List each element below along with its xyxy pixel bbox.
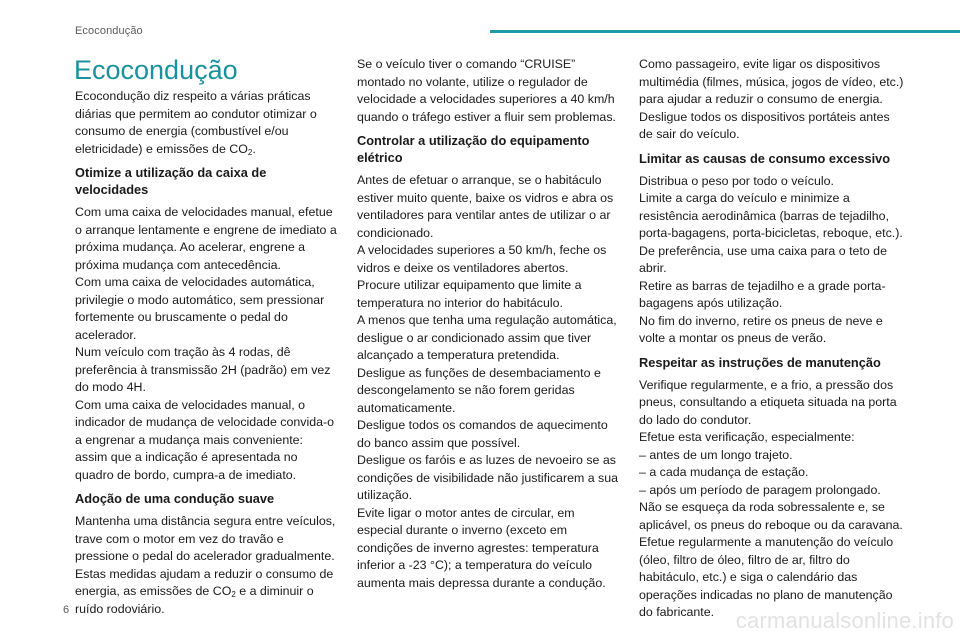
electric-para-3: Procure utilizar equipamento que limite a temperatura no interior do habitáculo.	[357, 278, 582, 310]
electric-para-1: Antes de efetuar o arranque, se o habitáculo estiver muito quente, baixe os vidros e abra os ventiladores para ventilar antes de utilizar o ar condicionado.	[357, 173, 614, 240]
electric-para-7: Desligue os faróis e as luzes de nevoeiro se as condições de visibilidade não justificarem a sua utilização.	[357, 453, 619, 502]
co2-subscript: 2	[247, 147, 253, 157]
gearbox-para-1: Com uma caixa de velocidades manual, efetue o arranque lentamente e engrene de imediato a próxima mudança. Ao acelerar, engrene a próxima mudança com antecedência.	[75, 205, 337, 272]
column-1	[75, 88, 337, 618]
electric-para-6: Desligue todos os comandos de aquecimento do banco assim que possível.	[357, 418, 608, 450]
maint-list-item: – a cada mudança de estação.	[639, 465, 809, 479]
co2-subscript: 2	[231, 590, 236, 599]
header-accent-rule	[490, 30, 960, 33]
gearbox-para-4: Com uma caixa de velocidades manual, o indicador de mudança de velocidade convida-o a engrenar a mudança mais conveniente: assim que a indicação é apresentada no quadro de bordo, cumpra-a de imediato.	[75, 397, 334, 482]
excess-para-3: Retire as barras de tejadilho e a grade porta-bagagens após utilização.	[639, 278, 886, 310]
maint-para-7: Efetue regularmente a manutenção do veículo (óleo, filtro de óleo, filtro de ar, filtro do habitáculo, etc.) e siga o calendário das operações indicadas no plano de manutenção do fabricante.	[639, 535, 894, 619]
maint-para-2: Efetue esta verificação, especialmente:	[639, 430, 855, 444]
intro-text: Ecocondução diz respeito a várias práticas diárias que permitem ao condutor otimizar o consumo de energia (combustível e/ou eletricidade) e emissões de CO	[75, 89, 317, 156]
electric-para-5: Desligue as funções de desembaciamento e descongelamento se não forem geridas automaticamente.	[357, 365, 601, 415]
maint-para-1: Verifique regularmente, e a frio, a pressão dos pneus, consultando a etiqueta situada na porta do lado do condutor.	[639, 377, 897, 427]
excess-para-1: Distribua o peso por todo o veículo.	[639, 173, 834, 188]
running-header-section: Ecocondução	[75, 25, 143, 37]
page-number: 6	[63, 604, 70, 616]
smooth-driving-paragraph	[75, 513, 337, 618]
smooth-end: e a diminuir o ruído rodoviário.	[75, 584, 314, 616]
intro-paragraph	[75, 88, 337, 158]
heading-maintenance: Respeitar as instruções de manutenção	[639, 354, 881, 370]
cruise-paragraph: Se o veículo tiver o comando “CRUISE” montado no volante, utilize o regulador de velocidade a velocidades superiores a 40 km/h quando o tráfego estiver a fluir sem problemas.	[357, 57, 616, 124]
excess-para-2: Limite a carga do veículo e minimize a resistência aerodinâmica (barras de tejadilho, porta-bagagens, porta-bicicletas, reboque, etc.). De preferência, use uma caixa para o teto de abrir.	[639, 191, 903, 275]
watermark: carmanualsonline.info	[735, 608, 954, 633]
excess-para-4: No fim do inverno, retire os pneus de neve e volte a montar os pneus de verão.	[639, 313, 883, 345]
column-3	[639, 56, 904, 622]
electric-para-8: Evite ligar o motor antes de circular, em especial durante o inverno (exceto em condições de inverno agrestes: temperatura inferior a -23 °C); a temperatura do veículo aumenta mais depressa durante a condução.	[357, 505, 606, 590]
electric-para-4: A menos que tenha uma regulação automática, desligue o ar condicionado assim que tiver alcançado a temperatura pretendida.	[357, 313, 617, 362]
passenger-paragraph: Como passageiro, evite ligar os dispositivos multimédia (filmes, música, jogos de vídeo, etc.) para ajudar a reduzir o consumo de energia.	[639, 57, 904, 106]
heading-smooth-driving: Adoção de uma condução suave	[75, 491, 275, 506]
heading-gearbox: Otimize a utilização da caixa de velocidades	[75, 165, 267, 197]
maint-list-item: – após um período de paragem prolongado.	[639, 482, 881, 497]
column-2	[357, 56, 619, 592]
heading-electrical-equipment: Controlar a utilização do equipamento elétrico	[357, 133, 590, 165]
portable-devices-paragraph: Desligue todos os dispositivos portáteis antes de sair do veículo.	[639, 109, 890, 141]
page-title: Ecocondução	[74, 55, 238, 85]
heading-excess-consumption: Limitar as causas de consumo excessivo	[639, 150, 891, 166]
electric-para-2: A velocidades superiores a 50 km/h, feche os vidros e deixe os ventiladores abertos.	[357, 243, 607, 275]
smooth-text: Mantenha uma distância segura entre veículos, trave com o motor em vez do travão e pressione o pedal do acelerador gradualmente. Estas medidas ajudam a reduzir o consumo de energia, as emissões de CO	[75, 514, 336, 598]
maint-para-6: Não se esqueça da roda sobressalente e, se aplicável, os pneus do reboque ou da caravana.	[639, 500, 903, 532]
gearbox-para-2: Com uma caixa de velocidades automática, privilegie o modo automático, sem pressionar fortemente ou bruscamente o pedal do acelerador.	[75, 275, 325, 342]
maint-list-item: – antes de um longo trajeto.	[639, 447, 793, 462]
intro-end: .	[252, 141, 256, 156]
gearbox-para-3: Num veículo com tração às 4 rodas, dê preferência à transmissão 2H (padrão) em vez do modo 4H.	[75, 345, 331, 394]
